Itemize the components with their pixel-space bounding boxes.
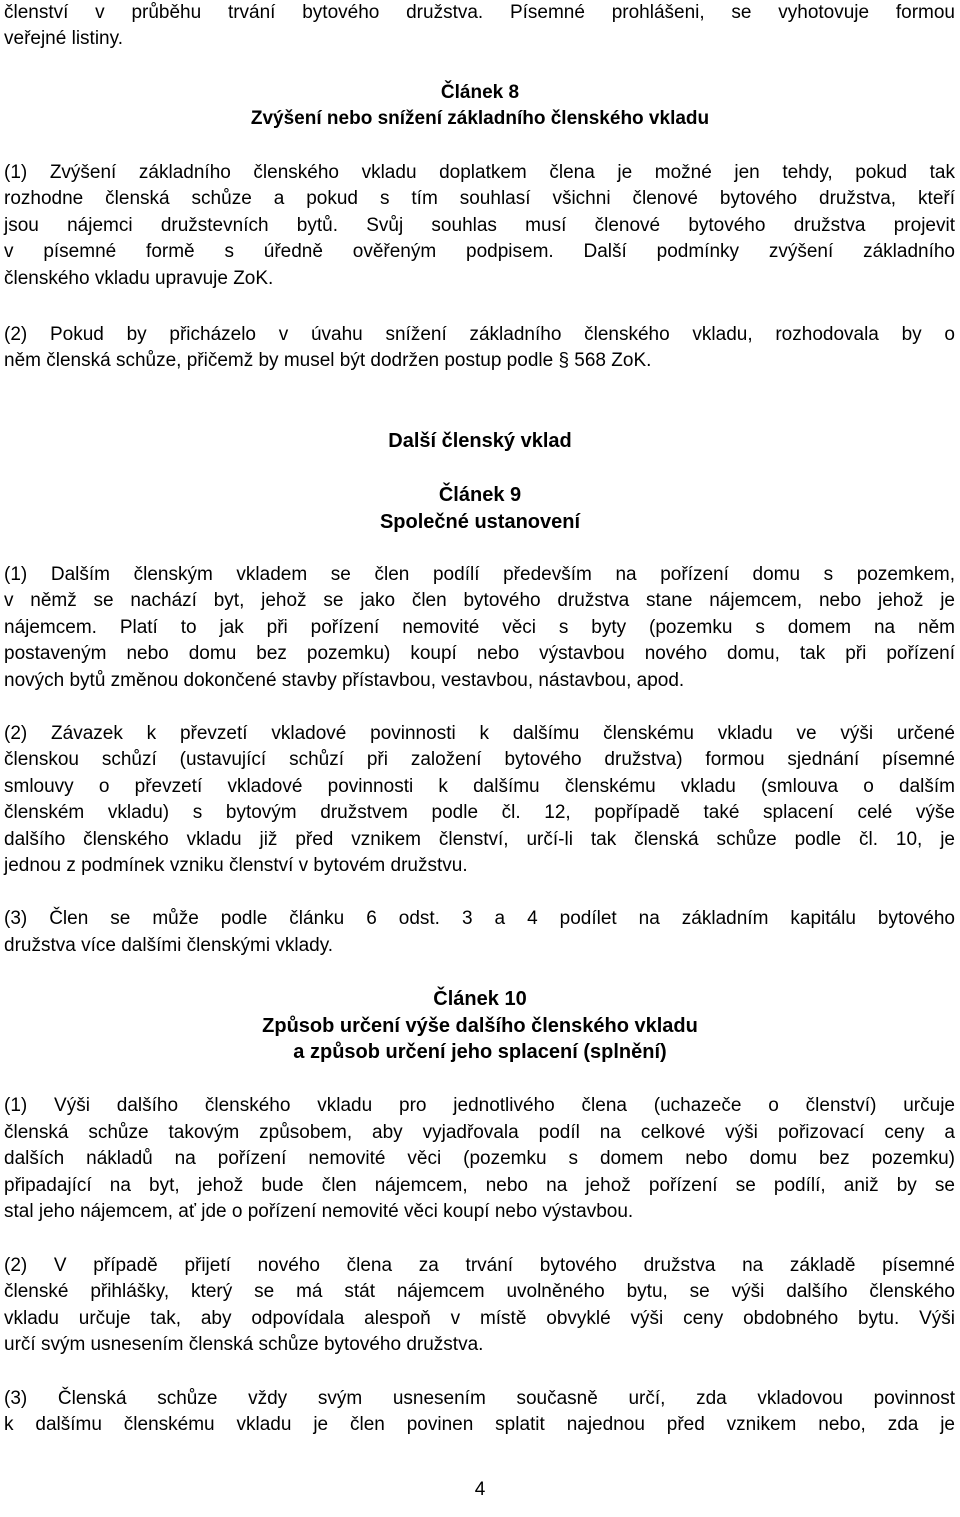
- text-line: (3) Člen se může podle článku 6 odst. 3 a 4 podílet na základním kapitálu bytového: [4, 908, 955, 929]
- text-line: veřejné listiny.: [4, 28, 123, 49]
- text-line: v písemné formě s úředně ověřeným podpisem. Další podmínky zvýšení základního: [4, 241, 955, 262]
- text-line: (2) Pokud by přicházelo v úvahu snížení základního členského vkladu, rozhodovala by o: [4, 324, 955, 345]
- text-line: (3) Členská schůze vždy svým usnesením současně určí, zda vkladovou povinnost: [4, 1388, 955, 1409]
- text-line: členství v průběhu trvání bytového družstva. Písemné prohlášeni, se vyhotovuje formou: [4, 2, 955, 23]
- text-line: (1) Zvýšení základního členského vkladu doplatkem člena je možné jen tehdy, pokud tak: [4, 162, 955, 183]
- text-line: dalšího členského vkladu již před vznikem členství, určí-li tak členská schůze podle čl. 10, je: [4, 829, 955, 850]
- text-line: členské přihlášky, který se má stát nájemcem uvolněného bytu, se výši dalšího členského: [4, 1281, 955, 1302]
- text-line: (2) V případě přijetí nového člena za trvání bytového družstva na základě písemné: [4, 1255, 955, 1276]
- article-heading: Článek 10: [433, 988, 527, 1010]
- text-line: nových bytů změnou dokončené stavby přístavbou, vestavbou, nástavbou, apod.: [4, 670, 685, 691]
- text-line: k dalšímu členskému vkladu je člen povinen splatit najednou před vznikem nebo, zda je: [4, 1414, 955, 1435]
- text-line: připadající na byt, jehož bude člen nájemcem, nebo na jehož pořízení se podílí, aniž by se: [4, 1175, 955, 1196]
- text-line: postaveným nebo domu bez pozemku) koupí nebo výstavbou nového domu, tak při pořízení: [4, 643, 955, 664]
- text-line: stal jeho nájemcem, ať jde o pořízení nemovité věci koupí nebo výstavbou.: [4, 1201, 634, 1222]
- text-line: (2) Závazek k převzetí vkladové povinnosti k dalšímu členskému vkladu ve výši určené: [4, 723, 955, 744]
- article-title: Společné ustanovení: [379, 511, 581, 533]
- text-line: družstva více dalšími členskými vklady.: [4, 935, 334, 956]
- article-heading: Článek 8: [440, 82, 520, 103]
- text-line: v němž se nachází byt, jehož se jako člen bytového družstva stane nájemcem, nebo jehož je: [4, 590, 955, 611]
- text-line: členská schůze takovým způsobem, aby vyjadřovala podíl na celkové výši pořizovací ceny a: [4, 1122, 955, 1143]
- text-line: (1) Dalším členským vkladem se člen podílí především na pořízení domu s pozemkem,: [4, 564, 955, 585]
- article-title: a způsob určení jeho splacení (splnění): [293, 1041, 667, 1063]
- text-line: smlouvy o převzetí vkladové povinnosti k dalšímu členskému vkladu (smlouva o dalším: [4, 776, 955, 797]
- text-line: členskou schůzí (ustavující schůzí při založení bytového družstva) formou sjednání písemné: [4, 749, 955, 770]
- text-line: dalších nákladů na pořízení nemovité věci (pozemku s domem nebo domu bez pozemku): [4, 1148, 955, 1169]
- text-line: (1) Výši dalšího členského vkladu pro jednotlivého člena (uchazeče o členství) určuje: [4, 1095, 955, 1116]
- text-line: vkladu určuje tak, aby odpovídala alespoň v místě obvyklé výši ceny obdobného bytu. Výši: [4, 1308, 955, 1329]
- text-line: nájemcem. Platí to jak při pořízení nemovité věci s byty (pozemku s domem na něm: [4, 617, 955, 638]
- article-heading: Článek 9: [438, 484, 522, 506]
- article-title: Zvýšení nebo snížení základního členského vkladu: [250, 108, 710, 129]
- article-title: Způsob určení výše dalšího členského vkladu: [262, 1015, 698, 1037]
- text-line: jsou nájemci družstevních bytů. Svůj souhlas musí členové bytového družstva projevit: [4, 215, 955, 236]
- section-title: Další členský vklad: [388, 430, 572, 452]
- page-number: 4: [474, 1479, 486, 1500]
- text-line: rozhodne členská schůze a pokud s tím souhlasí všichni členové bytového družstva, kteří: [4, 188, 955, 209]
- text-line: určí svým usnesením členská schůze bytového družstva.: [4, 1334, 484, 1355]
- text-line: členského vkladu upravuje ZoK.: [4, 268, 274, 289]
- text-line: členském vkladu) s bytovým družstvem podle čl. 12, popřípadě také splacení celé výše: [4, 802, 955, 823]
- text-line: jednou z podmínek vzniku členství v bytovém družstvu.: [4, 855, 468, 876]
- text-line: něm členská schůze, přičemž by musel být dodržen postup podle § 568 ZoK.: [4, 350, 652, 371]
